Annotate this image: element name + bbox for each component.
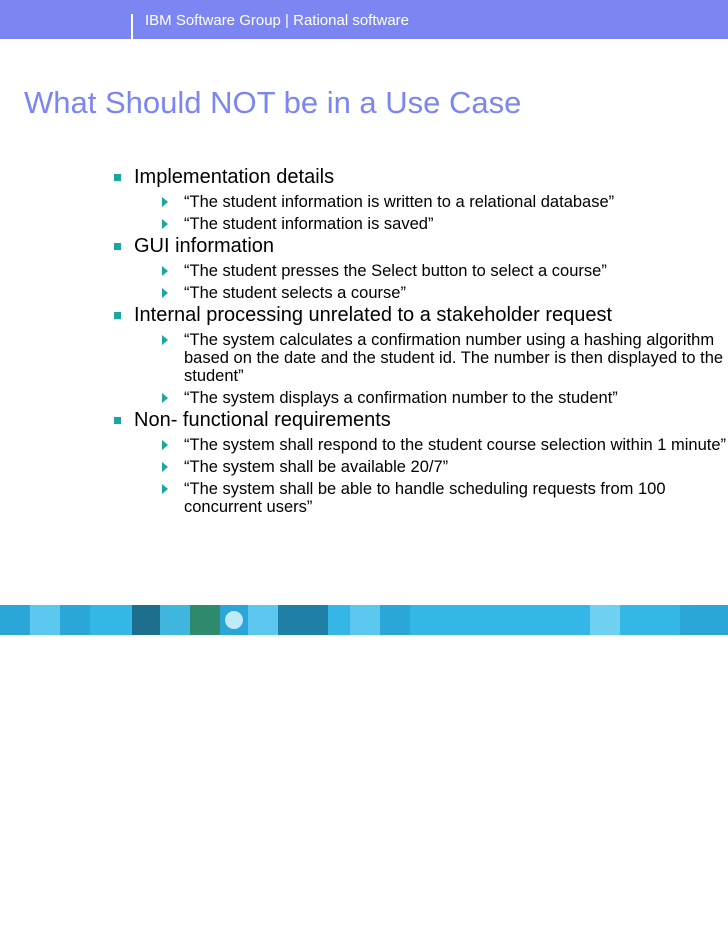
square-bullet-icon xyxy=(114,174,121,181)
list-item-text: “The system shall be available 20/7” xyxy=(184,458,449,476)
list-item xyxy=(0,262,728,280)
section-heading xyxy=(0,303,728,327)
footer-tile xyxy=(680,605,728,635)
list-item xyxy=(0,480,728,516)
footer-tile xyxy=(350,605,380,635)
triangle-bullet-icon xyxy=(162,219,168,229)
list-item xyxy=(0,331,728,385)
triangle-bullet-icon xyxy=(162,484,168,494)
footer-tile xyxy=(590,605,620,635)
section-heading xyxy=(0,408,728,432)
triangle-bullet-icon xyxy=(162,393,168,403)
header-text: IBM Software Group | Rational software xyxy=(145,12,410,29)
triangle-bullet-icon xyxy=(162,335,168,345)
triangle-bullet-icon xyxy=(162,288,168,298)
footer-image-tile xyxy=(132,605,160,635)
square-bullet-icon xyxy=(114,417,121,424)
footer-tile xyxy=(30,605,60,635)
list-item xyxy=(0,458,728,476)
section-heading xyxy=(0,165,728,189)
section-heading-text: Non- functional requirements xyxy=(134,409,391,431)
list-item xyxy=(0,215,728,233)
header-divider xyxy=(131,14,133,39)
square-bullet-icon xyxy=(114,243,121,250)
list-item-text: “The student selects a course” xyxy=(184,284,406,302)
section-heading xyxy=(0,234,728,258)
footer-image-tile xyxy=(278,605,328,635)
list-item-text: “The student information is written to a relational database” xyxy=(184,193,615,211)
footer-tile xyxy=(60,605,90,635)
list-item-text: “The student presses the Select button to select a course” xyxy=(184,262,607,280)
footer-tile xyxy=(380,605,410,635)
footer-image-tile xyxy=(190,605,220,635)
section-heading-text: Internal processing unrelated to a stakeholder request xyxy=(134,304,613,326)
footer-tile xyxy=(0,605,30,635)
triangle-bullet-icon xyxy=(162,266,168,276)
section-heading-text: GUI information xyxy=(134,235,275,257)
section-heading-text: Implementation details xyxy=(134,166,335,188)
list-item xyxy=(0,284,728,302)
list-item xyxy=(0,436,728,454)
list-item-text: “The system shall respond to the student course selection within 1 minute” xyxy=(184,436,727,454)
footer-image-tile xyxy=(160,605,190,635)
footer-graphic-strip xyxy=(0,605,728,635)
slide-content xyxy=(0,164,728,516)
triangle-bullet-icon xyxy=(162,440,168,450)
list-item-text: “The system calculates a confirmation number using a hashing algorithm based on the date and the student id. The number is then displayed to the student” xyxy=(184,331,724,385)
circle-icon xyxy=(225,611,243,629)
list-item xyxy=(0,193,728,211)
list-item xyxy=(0,389,728,407)
list-item-text: “The system shall be able to handle scheduling requests from 100 concurrent users” xyxy=(184,480,666,516)
square-bullet-icon xyxy=(114,312,121,319)
footer-tile xyxy=(248,605,278,635)
slide-title: What Should NOT be in a Use Case xyxy=(24,85,522,120)
triangle-bullet-icon xyxy=(162,462,168,472)
footer-image-tile xyxy=(220,605,248,635)
list-item-text: “The student information is saved” xyxy=(184,215,434,233)
list-item-text: “The system displays a confirmation number to the student” xyxy=(184,389,618,407)
header-bar xyxy=(0,0,728,39)
triangle-bullet-icon xyxy=(162,197,168,207)
